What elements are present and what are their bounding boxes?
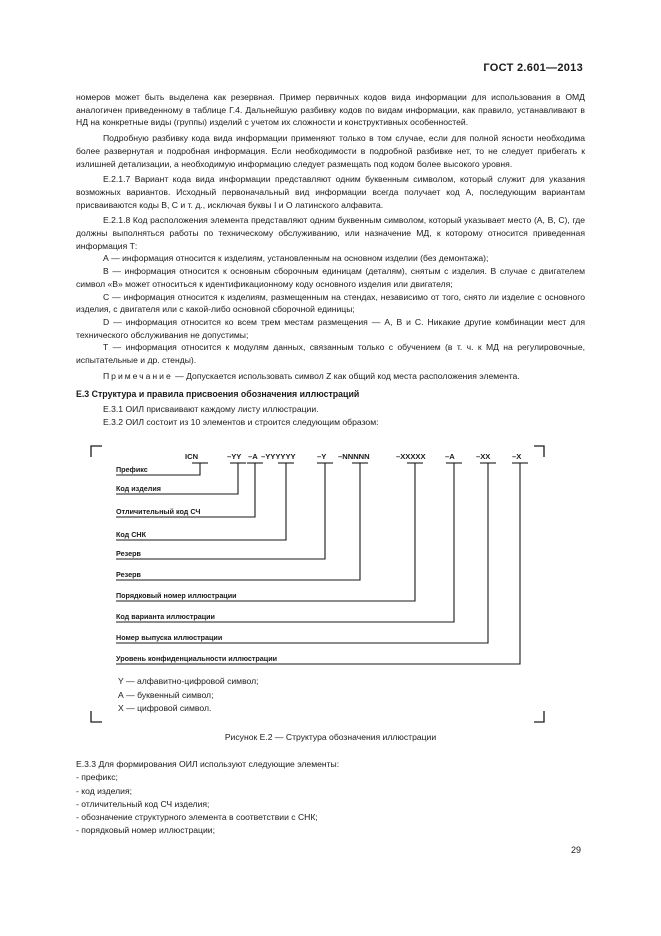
code-prefix: ICN xyxy=(185,452,199,461)
element-list xyxy=(76,758,585,838)
paragraph: Е.3.1 ОИЛ присваивают каждому листу иллюстрации. xyxy=(103,404,319,415)
note-text: — Допускается использовать символ Z как общий код места расположения элемента. xyxy=(172,370,520,381)
label-reserve-2: Резерв xyxy=(116,570,141,579)
label-model-code: Код изделия xyxy=(116,484,161,493)
code-variant: –A xyxy=(445,452,455,461)
paragraph: Подробную разбивку кода вида информации применяют только в том случае, если для полной ясности необходима более развернутая и подробная информация. Если необходимости в подробной разбивке нет, то не следует прибегать к излишней детализации, а необходимую информацию следует размещать под кодом более высокого уровня. xyxy=(76,133,585,169)
note xyxy=(76,370,585,383)
label-sequence-number: Порядковый номер иллюстрации xyxy=(116,591,237,600)
list-item: - обозначение структурного элемента в соответствии с СНК; xyxy=(76,812,318,823)
list-item: - порядковый номер иллюстрации; xyxy=(76,825,215,836)
list-item: - отличительный код СЧ изделия; xyxy=(76,798,210,809)
code-snc: –YYYYYY xyxy=(261,452,296,461)
label-prefix: Префикс xyxy=(116,465,148,474)
code-model: –YY xyxy=(227,452,242,461)
legend-item: Y — алфавитно-цифровой символ; xyxy=(118,676,259,686)
page-number: 29 xyxy=(571,845,582,855)
paragraph: С — информация относится к изделиям, размещенным на стендах, независимо от того, снято ли изделие с основного изделия, с двигателя или с какой-либо основной сборочной единицы; xyxy=(76,291,585,315)
code-issue: –XX xyxy=(476,452,491,461)
figure-caption: Рисунок Е.2 — Структура обозначения иллюстрации xyxy=(224,732,437,742)
paragraph: Е.2.1.8 Код расположения элемента представляют одним буквенным символом, который указывает место (А, В, С), где должны выполняться работы по техническому обслуживанию, или назначение МД, к которому относится приведенная информация Т: xyxy=(76,215,585,251)
code-sdc: –A xyxy=(248,452,258,461)
paragraph: В — информация относится к основным сборочным единицам (деталям), снятым с изделия. В случае с двигателем символ «В» может относиться к идентификационному коду основного изделия или двигателя; xyxy=(76,266,585,289)
list-intro: Е.3.3 Для формирования ОИЛ используют следующие элементы: xyxy=(76,759,340,769)
paragraph: А — информация относится к изделиям, установленным на основном изделии (без демонтажа); xyxy=(103,253,489,264)
paragraph: Е.2.1.7 Вариант кода вида информации представляют одним буквенным символом, который служит для указания возможных вариантов. Исходный первоначальный вид информации всегда получает код А, последующим вариантам присваиваются коды В, С и т. д., исключая буквы I и О латинского алфавита. xyxy=(76,174,585,210)
legend-item: А — буквенный символ; xyxy=(118,689,214,700)
list-item: - код изделия; xyxy=(76,785,133,796)
paragraph: Е.3.2 ОИЛ состоит из 10 элементов и строится следующим образом: xyxy=(103,416,379,427)
paragraph: D — информация относится ко всем трем местам размещения — А, В и С. Никакие другие комбинации мест для технического обслуживания не допустимы; xyxy=(76,316,585,340)
note-label: Примечание xyxy=(103,370,173,381)
code-security: –X xyxy=(512,452,522,461)
corner-mark xyxy=(534,446,544,457)
standard-number: ГОСТ 2.601—2013 xyxy=(483,62,583,74)
label-security-level: Уровень конфиденциальности иллюстрации xyxy=(116,654,278,663)
corner-mark xyxy=(91,446,102,457)
label-reserve-1: Резерв xyxy=(116,549,141,558)
paragraph: номеров может быть выделена как резервная. Пример первичных кодов вида информации для использования в ОМД аналогичен приведенному в таблице Г.4. Дальнейшую разбивку кодов по видам информации, как правило, устанавливают в НД на конкретные виды (группы) изделий с учетом их сложности и конструктивных особенностей. xyxy=(76,92,585,128)
label-sdc: Отличительный код СЧ xyxy=(116,507,201,516)
code-reserve-2: –NNNNN xyxy=(338,452,370,461)
label-snc: Код СНК xyxy=(116,530,147,539)
body-text xyxy=(76,91,585,429)
label-variant-code: Код варианта иллюстрации xyxy=(116,612,215,621)
section-title: Е.3 Структура и правила присвоения обозначения иллюстраций xyxy=(76,389,360,400)
corner-mark xyxy=(534,711,544,722)
code-reserve-1: –Y xyxy=(317,452,327,461)
figure-structure xyxy=(90,445,545,725)
legend-item: Х — цифровой символ. xyxy=(118,703,212,713)
list-item: - префикс; xyxy=(76,772,118,783)
label-issue-number: Номер выпуска иллюстрации xyxy=(116,633,223,642)
code-sequence: –XXXXX xyxy=(396,452,426,461)
legend xyxy=(118,675,259,716)
corner-mark xyxy=(91,711,102,722)
paragraph: Т — информация относится к модулям данных, связанным только с обучением (в т. ч. к МД на регулировочные, испытательные и др. стенды). xyxy=(76,342,585,366)
